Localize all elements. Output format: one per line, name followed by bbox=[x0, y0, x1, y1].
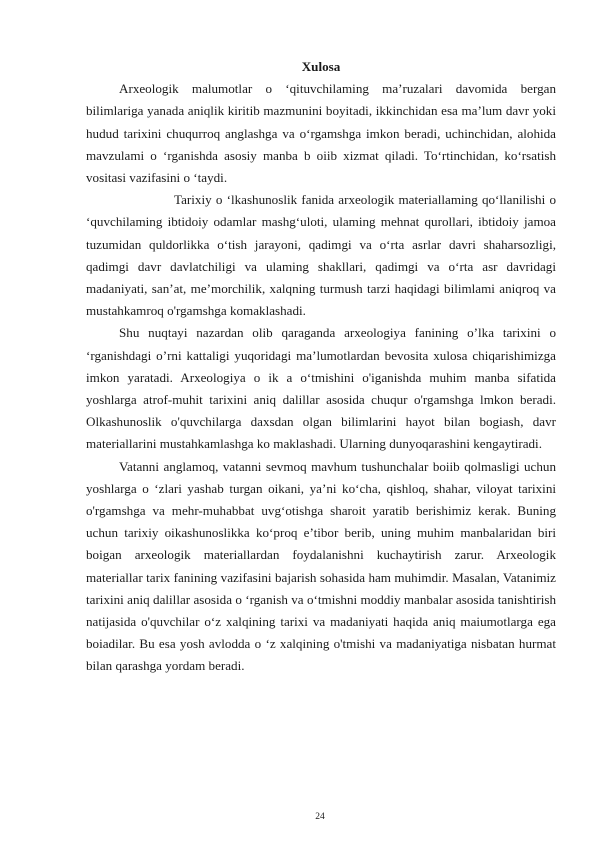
paragraph-1: Arxeologik malumotlar o ‘qituvchilaming ma’ruzalari davomida bergan bilimlariga yanada aniqlik kiritib mazmunini boyitadi, ikkinchidan esa ma’lum davr yoki hudud tarixini chuqurroq anglashga va o‘rgamshga imkon beradi, uchinchidan, alohida mavzulami o ‘rganishda asosiy manba b oiib xizmat qiladi. To‘rtinchidan, ko‘rsatish vositasi vazifasini o ‘taydi. bbox=[86, 81, 556, 186]
paragraph-3: Shu nuqtayi nazardan olib qaraganda arxeologiya fanining o’lka tarixini o ‘rganishdagi o’rni kattaligi yuqoridagi ma’lumotlardan bevosita xulosa chiqarishimizga imkon yaratadi. Arxeologiya o ik a o‘tmishini o'iganishda muhim manba sifatida yoshlarga atrof-muhit tarixini aniq dalillar asosida chuqur o'rgamshga lmkon beradi. Olkashunoslik o'quvchilarga daxsdan olgan bilimlarini hayot bilan bogiash, davr materiallarini mustahkamlashga ko maklashadi. Ularning dunyoqarashini kengaytiradi. bbox=[86, 325, 556, 452]
document-body bbox=[86, 56, 556, 678]
document-title: Xulosa bbox=[301, 59, 341, 74]
paragraph-4: Vatanni anglamoq, vatanni sevmoq mavhum tushunchalar boiib qolmasligi uchun yoshlarga o ‘zlari yashab turgan oikani, ya’ni ko‘cha, qishloq, shahar, viloyat tarixini o'rgamshga va mehr-muhabbat uvg‘otishga sharoit yaratib berishimiz kerak. Buning uchun tarixiy oikashunoslikka ko‘proq e’tibor berib, uning muhim manbalaridan biri boigan arxeologik materiallardan foydalanishni kuchaytirish zarur. Arxeologik materiallar tarix fanining vazifasini bajarish sohasida ham muhimdir. Masalan, Vatanimiz tarixini aniq dalillar asosida o ‘rganish va o‘tmishni moddiy manbalar asosida tanishtirish natijasida o'quvchilar o‘z xalqining tarixi va madaniyati haqida aniq maiumotlarga ega boiadilar. Bu esa yosh avlodda o ‘z xalqining o'tmishi va madaniyatiga nisbatan hurmat bilan qarashga yordam beradi. bbox=[86, 458, 556, 674]
page-number: 24 bbox=[315, 812, 325, 822]
paragraph-2: Tarixiy o ‘lkashunoslik fanida arxeologik materiallaming qo‘llanilishi o ‘quvchilaming ibtidoiy odamlar mashg‘uloti, ulaming mehnat qurollari, ibtidoiy jamoa tuzumidan quldorlikka o‘tish jarayoni, qadimgi va o‘rta asrlar davri shaharsozligi, qadimgi davr davlatchiligi va ulaming shakllari, qadimgi va o‘rta asr davridagi madaniyati, san’at, me’morchilik, xalqning turmush tarzi haqidagi bilimlami aniqroq va mustahkamroq o'rgamshga komaklashadi. bbox=[86, 192, 556, 319]
